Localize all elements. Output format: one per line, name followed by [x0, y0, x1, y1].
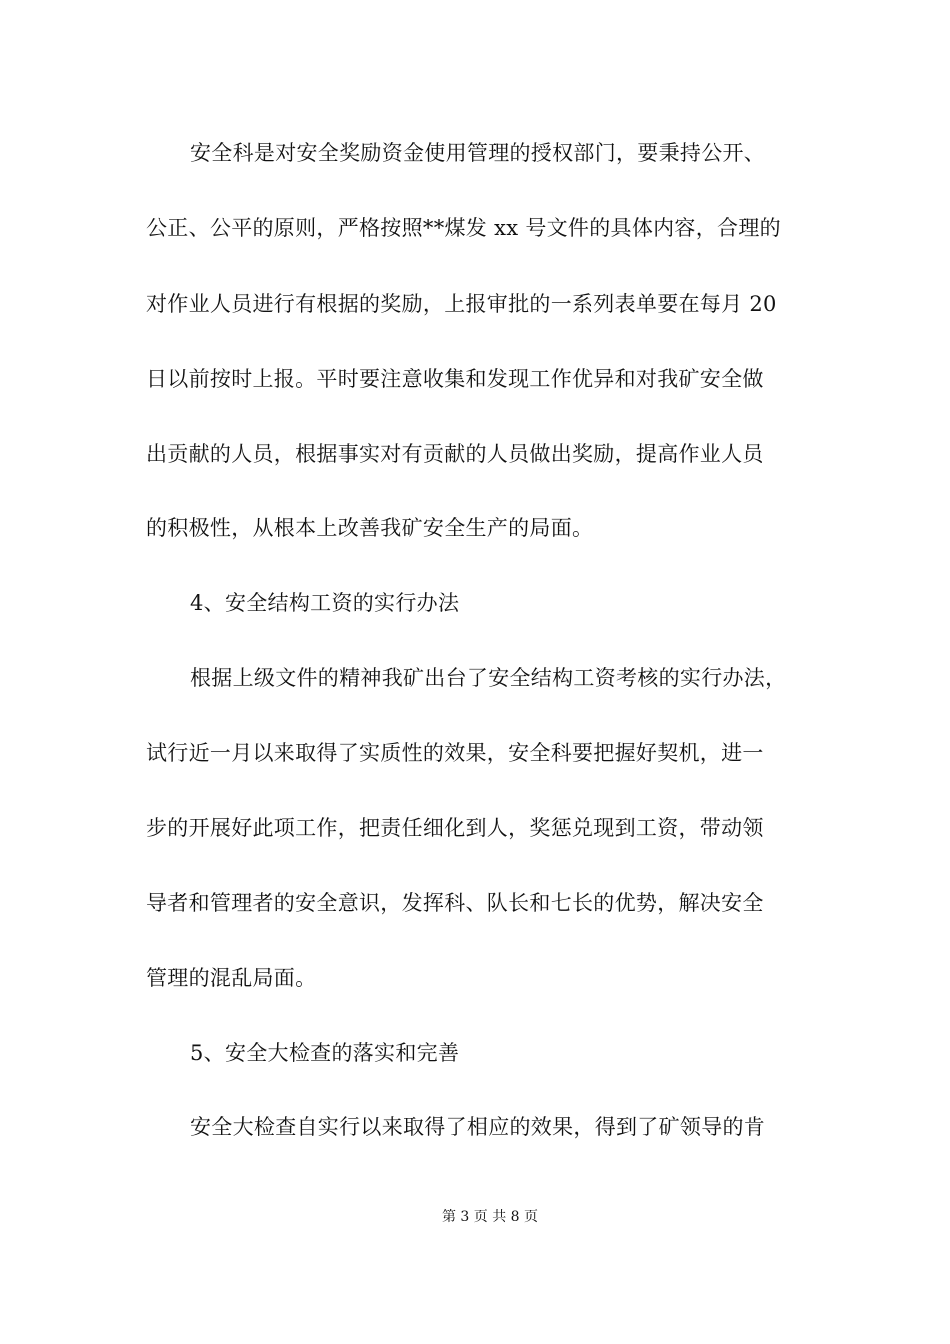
page-number-footer: 第 3 页 共 8 页	[441, 1209, 539, 1225]
paragraph-line: 安全科是对安全奖励资金使用管理的授权部门，要秉持公开、	[190, 141, 766, 165]
paragraph-line: 对作业人员进行有根据的奖励，上报审批的一系列表单要在每月 20	[146, 292, 777, 316]
paragraph-line: 的积极性，从根本上改善我矿安全生产的局面。	[146, 516, 594, 540]
paragraph-line: 根据上级文件的精神我矿出台了安全结构工资考核的实行办法，	[190, 666, 787, 690]
paragraph-line: 出贡献的人员，根据事实对有贡献的人员做出奖励，提高作业人员	[146, 442, 764, 466]
paragraph-line: 步的开展好此项工作，把责任细化到人，奖惩兑现到工资，带动领	[146, 816, 764, 840]
paragraph-line: 安全大检查自实行以来取得了相应的效果，得到了矿领导的肯	[190, 1115, 766, 1139]
paragraph-line: 试行近一月以来取得了实质性的效果，安全科要把握好契机，进一	[146, 741, 764, 765]
section-heading-4: 4、安全结构工资的实行办法	[190, 591, 460, 615]
paragraph-line: 公正、公平的原则，严格按照**煤发 xx 号文件的具体内容，合理的	[146, 216, 781, 240]
paragraph-line: 管理的混乱局面。	[146, 966, 317, 990]
paragraph-line: 导者和管理者的安全意识，发挥科、队长和七长的优势，解决安全	[146, 891, 764, 915]
paragraph-line: 日以前按时上报。平时要注意收集和发现工作优异和对我矿安全做	[146, 367, 764, 391]
section-heading-5: 5、安全大检查的落实和完善	[190, 1041, 460, 1065]
